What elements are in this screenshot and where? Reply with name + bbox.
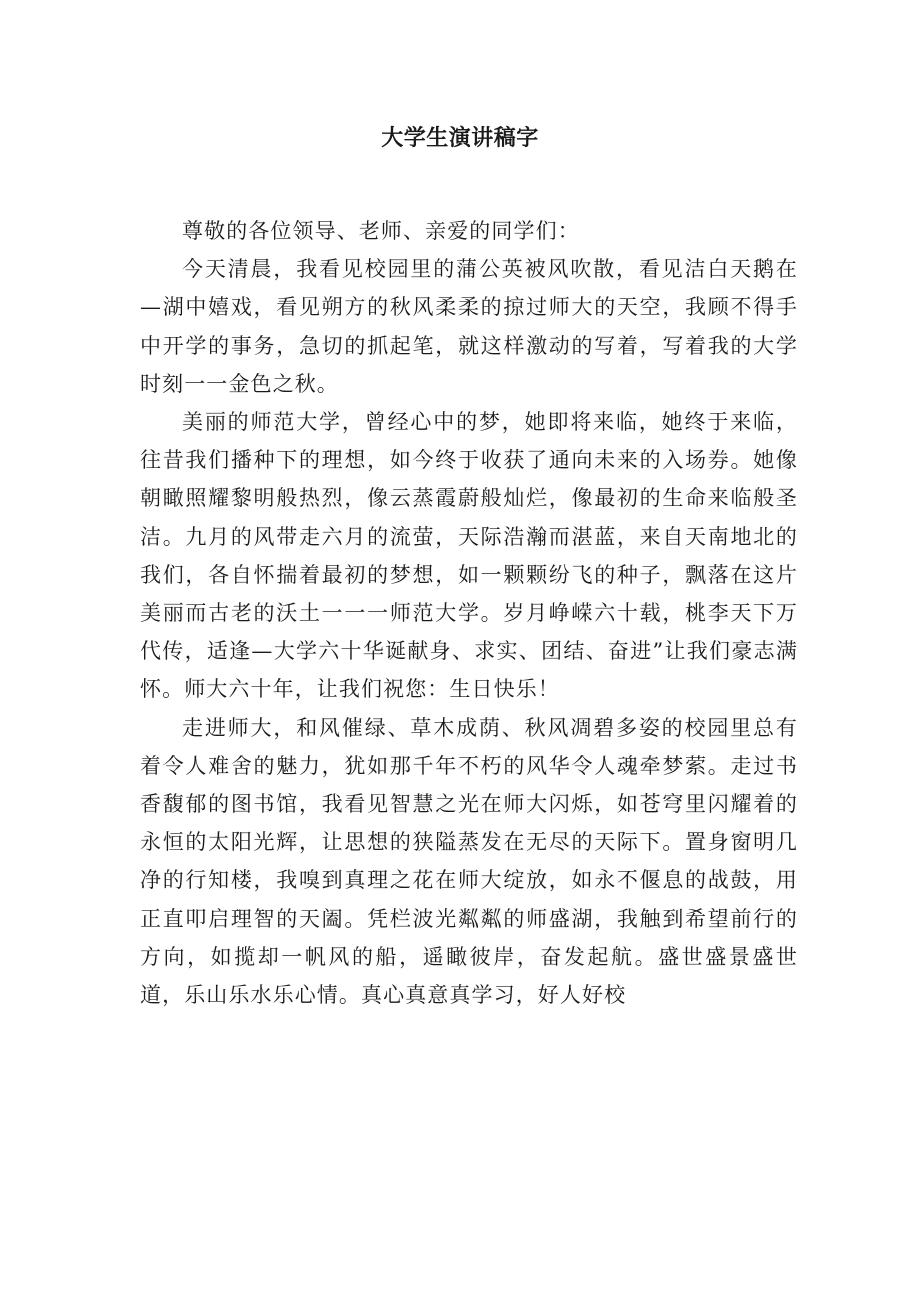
document-body: [140, 212, 798, 1014]
paragraph-salutation: 尊敬的各位领导、老师、亲爱的同学们：: [182, 219, 580, 243]
paragraph-university: 美丽的师范大学，曾经心中的梦，她即将来临，她终于来临，往昔我们播种下的理想，如今终于收获了通向未来的入场券。她像朝瞰照耀黎明般热烈，像云蒸霞蔚般灿烂，像最初的生命来临般圣洁。九月的风带走六月的流萤，天际浩瀚而湛蓝，来自天南地北的我们，各自怀揣着最初的梦想，如一颗颗纷飞的种子，飘落在这片美丽而古老的沃土一一一师范大学。岁月峥嵘六十载，桃李天下万代传，适逢—大学六十华诞献身、求实、团结、奋进”让我们豪志满怀。师大六十年，让我们祝您：生日快乐！: [140, 410, 798, 702]
paragraph-morning: 今天清晨，我看见校园里的蒲公英被风吹散，看见洁白天鹅在—湖中嬉戏，看见朔方的秋风柔柔的掠过师大的天空，我顾不得手中开学的事务，急切的抓起笔，就这样激动的写着，写着我的大学时刻一一金色之秋。: [140, 257, 798, 396]
paragraph-campus: 走进师大，和风催绿、草木成荫、秋风凋碧多姿的校园里总有着令人难舍的魅力，犹如那千年不朽的风华令人魂牵梦萦。走过书香馥郁的图书馆，我看见智慧之光在师大闪烁，如苍穹里闪耀着的永恒的太阳光辉，让思想的狭隘蒸发在无尽的天际下。置身窗明几净的行知楼，我嗅到真理之花在师大绽放，如永不偃息的战鼓，用正直叩启理智的天阖。凭栏波光粼粼的师盛湖，我触到希望前行的方向，如揽却一帆风的船，遥瞰彼岸，奋发起航。盛世盛景盛世道，乐山乐水乐心情。真心真意真学习，好人好校: [140, 715, 798, 1008]
document-title: 大学生演讲稿字: [381, 126, 539, 151]
